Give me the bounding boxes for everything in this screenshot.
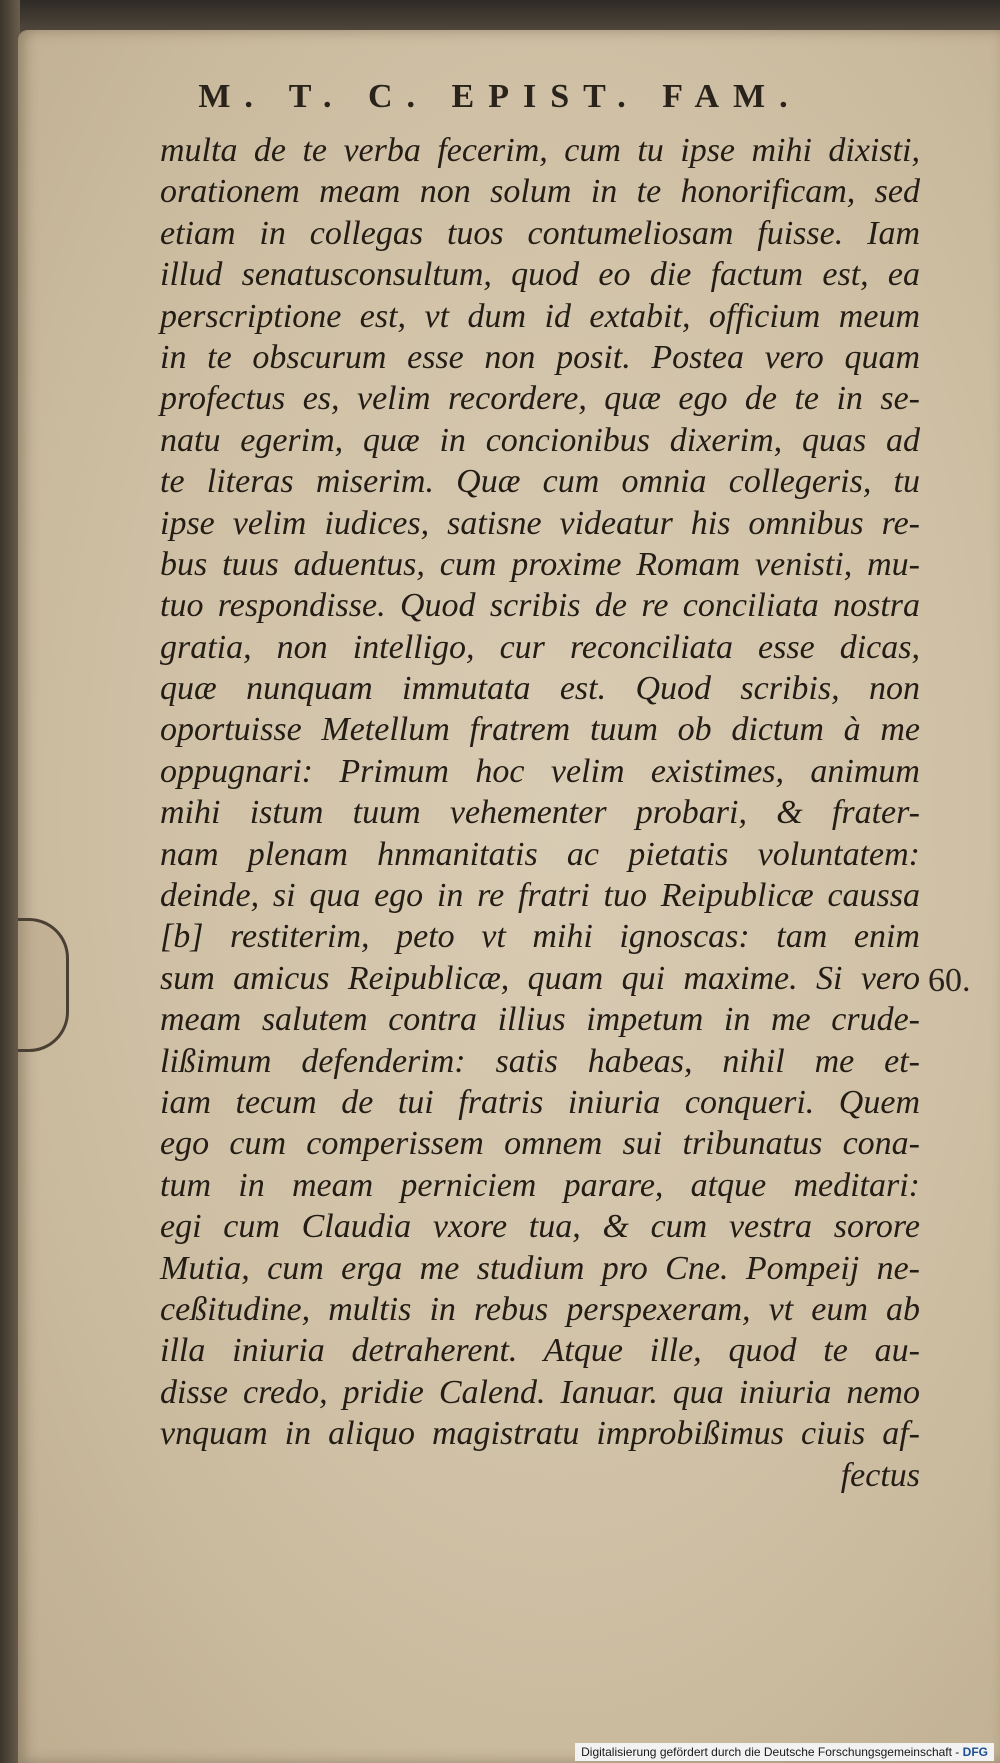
text-line: lißimum defenderim: satis habeas, nihil me et- bbox=[160, 1042, 920, 1080]
text-line: disse credo, pridie Calend. Ianuar. qua iniuria nemo bbox=[160, 1373, 920, 1411]
text-line: iam tecum de tui fratris iniuria conqueri. Quem bbox=[160, 1083, 920, 1121]
text-line: vnquam in aliquo magistratu improbißimus ciuis af- bbox=[160, 1415, 920, 1453]
credit-text: Digitalisierung gefördert durch die Deutsche Forschungsgemeinschaft - bbox=[581, 1745, 960, 1759]
text-line: illud senatusconsultum, quod eo die factum est, ea bbox=[160, 256, 920, 294]
text-line: tum in meam perniciem parare, atque meditari: bbox=[160, 1166, 920, 1204]
text-line: quæ nunquam immutata est. Quod scribis, non bbox=[160, 670, 920, 708]
running-head: M. T. C. EPIST. FAM. bbox=[198, 78, 802, 115]
text-line: orationem meam non solum in te honorificam, sed bbox=[160, 173, 920, 211]
text-line: natu egerim, quæ in concionibus dixerim, quas ad bbox=[160, 421, 920, 459]
text-line: sum amicus Reipublicæ, quam qui maxime. Si vero bbox=[160, 959, 920, 997]
digitization-credit bbox=[575, 1743, 994, 1761]
text-line: ipse velim iudices, satisne videatur his omnibus re- bbox=[160, 504, 920, 542]
text-line: multa de te verba fecerim, cum tu ipse mihi dixisti, bbox=[160, 132, 920, 169]
text-line: bus tuus aduentus, cum proxime Romam venisti, mu- bbox=[160, 545, 920, 583]
dfg-logo: DFG bbox=[962, 1745, 988, 1759]
text-line: tuo respondisse. Quod scribis de re conciliata nostra bbox=[160, 587, 920, 625]
text-line: Mutia, cum erga me studium pro Cne. Pompeij ne- bbox=[160, 1249, 920, 1287]
text-line: etiam in collegas tuos contumeliosam fuisse. Iam bbox=[160, 214, 920, 252]
catchword: fectus bbox=[840, 1456, 920, 1494]
text-line: mihi istum tuum vehementer probari, & frater- bbox=[160, 794, 920, 832]
text-line: nam plenam hnmanitatis ac pietatis voluntatem: bbox=[160, 835, 920, 873]
text-line: meam salutem contra illius impetum in me crude- bbox=[160, 1001, 920, 1039]
text-line: oportuisse Metellum fratrem tuum ob dictum à me bbox=[160, 711, 920, 749]
text-line: perscriptione est, vt dum id extabit, officium meum bbox=[160, 297, 920, 335]
book-spine-edge bbox=[0, 0, 20, 1763]
text-line: illa iniuria detraherent. Atque ille, quod te au- bbox=[160, 1332, 920, 1370]
text-line: oppugnari: Primum hoc velim existimes, animum bbox=[160, 752, 920, 790]
text-line: gratia, non intelligo, cur reconciliata esse dicas, bbox=[160, 628, 920, 666]
page-number-margin-note: 60. bbox=[928, 962, 971, 999]
text-line: [b] restiterim, peto vt mihi ignoscas: tam enim bbox=[160, 918, 920, 956]
text-line: in te obscurum esse non posit. Postea vero quam bbox=[160, 338, 920, 376]
text-line: deinde, si qua ego in re fratri tuo Reipublicæ caussa bbox=[160, 877, 920, 915]
binding-clip bbox=[18, 918, 69, 1052]
text-line: te literas miserim. Quæ cum omnia collegeris, tu bbox=[160, 463, 920, 501]
text-line: ego cum comperissem omnem sui tribunatus cona- bbox=[160, 1125, 920, 1163]
text-line: egi cum Claudia vxore tua, & cum vestra sorore bbox=[160, 1208, 920, 1246]
body-text bbox=[160, 130, 920, 1496]
text-line: profectus es, velim recordere, quæ ego de te in se- bbox=[160, 380, 920, 418]
text-line: ceßitudine, multis in rebus perspexeram, vt eum ab bbox=[160, 1290, 920, 1328]
